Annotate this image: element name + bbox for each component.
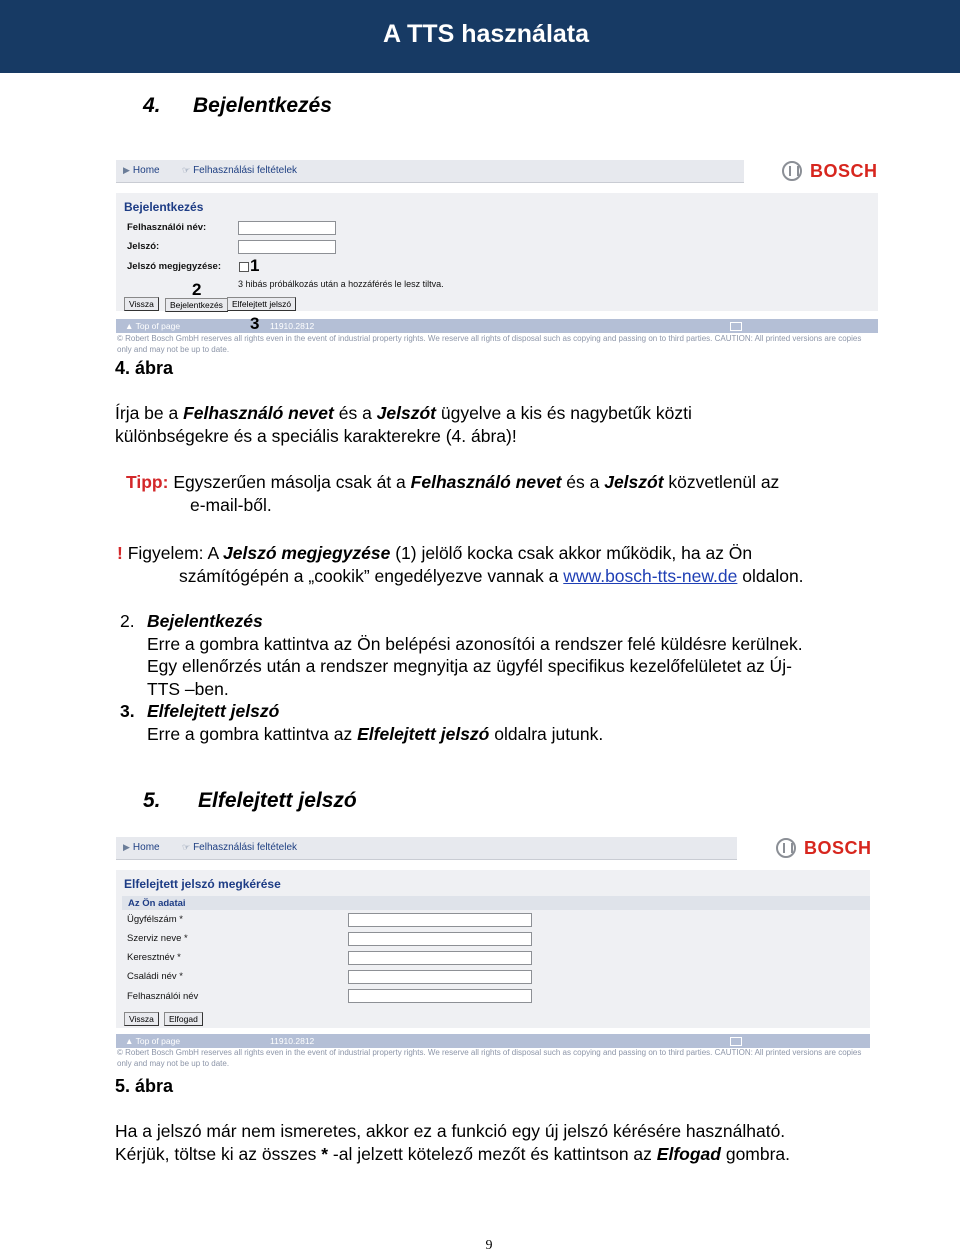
back-button[interactable]: Vissza: [124, 297, 159, 311]
section-4-name: Bejelentkezés: [193, 94, 332, 117]
nav-home-link[interactable]: ▶ Home: [123, 165, 160, 176]
screenshot2-footer-bar: [116, 1034, 870, 1048]
copyright-notice: © Robert Bosch GmbH reserves all rights even in the event of industrial property rights. We reserve all rights of disposal such as copying and passing on to third parties. CAUTION: All printed versions are copies only and may not be up to date.: [117, 1048, 862, 1068]
nav-terms-link[interactable]: ☞ Felhasználási feltételek: [182, 165, 298, 176]
section-5-title: [143, 789, 357, 813]
forgot-form-panel: [116, 870, 870, 1028]
customer-number-label: Ügyfélszám *: [127, 914, 183, 925]
screenshot2-nav-bar: [116, 837, 737, 860]
mail-icon[interactable]: [730, 322, 742, 331]
nav2-terms-link[interactable]: ☞ Felhasználási feltételek: [182, 842, 298, 853]
hand-pointer-icon: ☞: [182, 842, 191, 852]
bosch-logo-icon: [782, 161, 802, 181]
figure-4-caption: 4. ábra: [115, 358, 174, 378]
login-button[interactable]: Bejelentkezés: [165, 298, 228, 312]
bosch-tts-link[interactable]: www.bosch-tts-new.de: [563, 566, 738, 586]
accept-button[interactable]: Elfogad: [164, 1012, 203, 1026]
figure-5-caption: 5. ábra: [115, 1076, 174, 1096]
tip-label: Tipp:: [126, 472, 169, 492]
last-name-label: Családi név *: [127, 971, 183, 982]
login-form-panel: [116, 193, 878, 311]
screenshot-footer-bar: [116, 319, 878, 333]
bosch-logo-icon: [776, 838, 796, 858]
page-number: 9: [485, 1238, 493, 1253]
bosch-brand: BOSCH: [810, 161, 878, 181]
section-4-title: [143, 94, 332, 118]
marker-3: 3: [250, 314, 260, 333]
closing-paragraph: Ha a jelszó már nem ismeretes, akkor ez a funkció egy új jelszó kérésére használható. Kérjük, töltse ki az összes * -al jelzett kötelező mezőt és kattintson az Elfogad gombra.: [115, 1121, 791, 1164]
lockout-warning: 3 hibás próbálkozás után a hozzáférés le lesz tiltva.: [238, 279, 444, 289]
footer-code: 11910.2812: [270, 1036, 315, 1046]
top-of-page-link[interactable]: ▲ Top of page: [125, 321, 181, 331]
first-name-label: Keresztnév *: [127, 952, 181, 963]
numbered-list: 2. Bejelentkezés Erre a gombra kattintva az Ön belépési azonosítói a rendszer felé küldésre kerülnek. Egy ellenőrzés után a rendszer megnyitja az ügyfél specifikus kezelőfelületet az Új- TTS –ben. 3. Elfelejtett jelszó Erre a gombra kattintva az Elfelejtett jelszó oldalra jutunk.: [120, 611, 803, 744]
warning-exclamation-icon: !: [117, 543, 123, 563]
nav2-home-link[interactable]: ▶ Home: [123, 842, 160, 853]
marker-2: 2: [192, 280, 202, 299]
mail-icon[interactable]: [730, 1037, 742, 1046]
section-4-number: 4.: [143, 94, 161, 117]
tip-paragraph: Tipp: Egyszerűen másolja csak át a Felhasználó nevet és a Jelszót közvetlenül az e-mail-ből.: [126, 472, 780, 515]
home-arrow-icon: ▶: [123, 165, 130, 175]
last-name-input[interactable]: [348, 970, 532, 984]
forgot-form-title: Elfelejtett jelszó megkérése: [124, 877, 281, 891]
marker-1: 1: [250, 256, 260, 275]
section-5-number: 5.: [143, 789, 161, 812]
service-name-input[interactable]: [348, 932, 532, 946]
section-5-name: Elfelejtett jelszó: [198, 789, 357, 812]
remember-checkbox[interactable]: [239, 262, 249, 272]
copyright-notice: © Robert Bosch GmbH reserves all rights even in the event of industrial property rights. We reserve all rights of disposal such as copying and passing on to third parties. CAUTION: All printed versions are copies only and may not be up to date.: [117, 334, 862, 354]
page-header: [0, 0, 960, 73]
warning-paragraph: ! Figyelem: A Jelszó megjegyzése (1) jelölő kocka csak akkor működik, ha az Ön számítógépén a „cookik” engedélyezve vannak a www.bosch-tts-new.de oldalon.: [117, 543, 804, 586]
back2-button[interactable]: Vissza: [124, 1012, 159, 1026]
username2-input[interactable]: [348, 989, 532, 1003]
header-title: A TTS használata: [382, 20, 590, 48]
login-form-title: Bejelentkezés: [124, 200, 204, 214]
remember-label: Jelszó megjegyzése:: [127, 261, 221, 272]
footer-code: 11910.2812: [270, 321, 315, 331]
username2-label: Felhasználói név: [127, 991, 199, 1002]
hand-pointer-icon: ☞: [182, 165, 191, 175]
username-label: Felhasználói név:: [127, 222, 207, 233]
password-label: Jelszó:: [127, 241, 160, 252]
password-input[interactable]: [238, 240, 336, 254]
username-input[interactable]: [238, 221, 336, 235]
top-of-page-link[interactable]: ▲ Top of page: [125, 1036, 181, 1046]
first-name-input[interactable]: [348, 951, 532, 965]
service-name-label: Szerviz neve *: [127, 933, 188, 944]
instruction-paragraph: Írja be a Felhasználó nevet és a Jelszót ügyelve a kis és nagybetűk közti különbségekre és a speciális karakterekre (4. ábra)!: [115, 403, 692, 446]
customer-number-input[interactable]: [348, 913, 532, 927]
your-data-subheader: Az Ön adatai: [122, 896, 870, 910]
forgot-password-button[interactable]: Elfelejtett jelszó: [227, 297, 296, 311]
home-arrow-icon: ▶: [123, 842, 130, 852]
bosch2-brand: BOSCH: [804, 838, 872, 858]
screenshot-nav-bar: [116, 160, 744, 183]
